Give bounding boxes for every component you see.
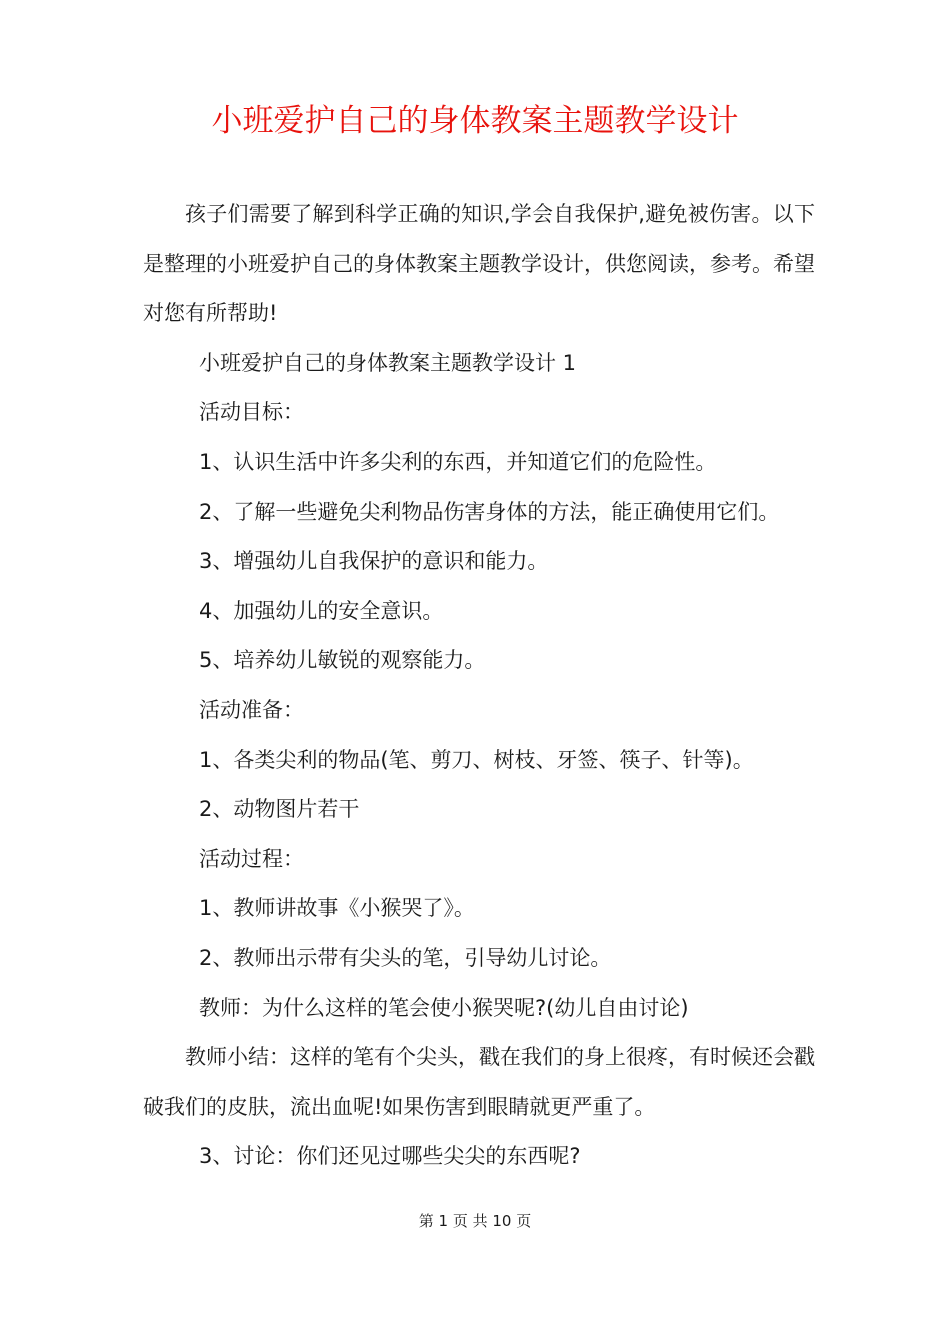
goal-item: 2、了解一些避免尖利物品伤害身体的方法，能正确使用它们。 xyxy=(199,499,780,524)
process-item: 2、教师出示带有尖头的笔，引导幼儿讨论。 xyxy=(199,945,612,970)
process-item: 1、教师讲故事《小猴哭了》。 xyxy=(199,896,475,921)
document-body xyxy=(143,190,815,1182)
goal-item: 5、培养幼儿敏锐的观察能力。 xyxy=(199,648,486,673)
goal-item: 4、加强幼儿的安全意识。 xyxy=(199,598,444,623)
goals-heading: 活动目标： xyxy=(199,400,304,425)
page-footer: 第 1 页 共 10 页 xyxy=(418,1212,532,1230)
prep-item: 2、动物图片若干 xyxy=(199,797,360,822)
intro-paragraph: 孩子们需要了解到科学正确的知识,学会自我保护,避免被伤害。以下是整理的小班爱护自己的身体教案主题教学设计，供您阅读，参考。希望对您有所帮助! xyxy=(143,202,815,326)
goal-item: 1、认识生活中许多尖利的东西，并知道它们的危险性。 xyxy=(199,449,717,474)
goal-item: 3、增强幼儿自我保护的意识和能力。 xyxy=(199,549,549,574)
prep-item: 1、各类尖利的物品(笔、剪刀、树枝、牙签、筷子、针等)。 xyxy=(199,747,754,772)
page-title: 小班爱护自己的身体教案主题教学设计 xyxy=(211,103,739,139)
section-title: 小班爱护自己的身体教案主题教学设计 1 xyxy=(199,350,577,375)
process-item: 教师：为什么这样的笔会使小猴哭呢?(幼儿自由讨论) xyxy=(199,995,689,1020)
teacher-summary-paragraph: 教师小结：这样的笔有个尖头，戳在我们的身上很疼，有时候还会戳破我们的皮肤，流出血呢!如果伤害到眼睛就更严重了。 xyxy=(143,1045,815,1119)
prep-heading: 活动准备： xyxy=(199,697,304,722)
process-heading: 活动过程： xyxy=(199,846,304,871)
discussion-item: 3、讨论：你们还见过哪些尖尖的东西呢? xyxy=(199,1144,581,1169)
